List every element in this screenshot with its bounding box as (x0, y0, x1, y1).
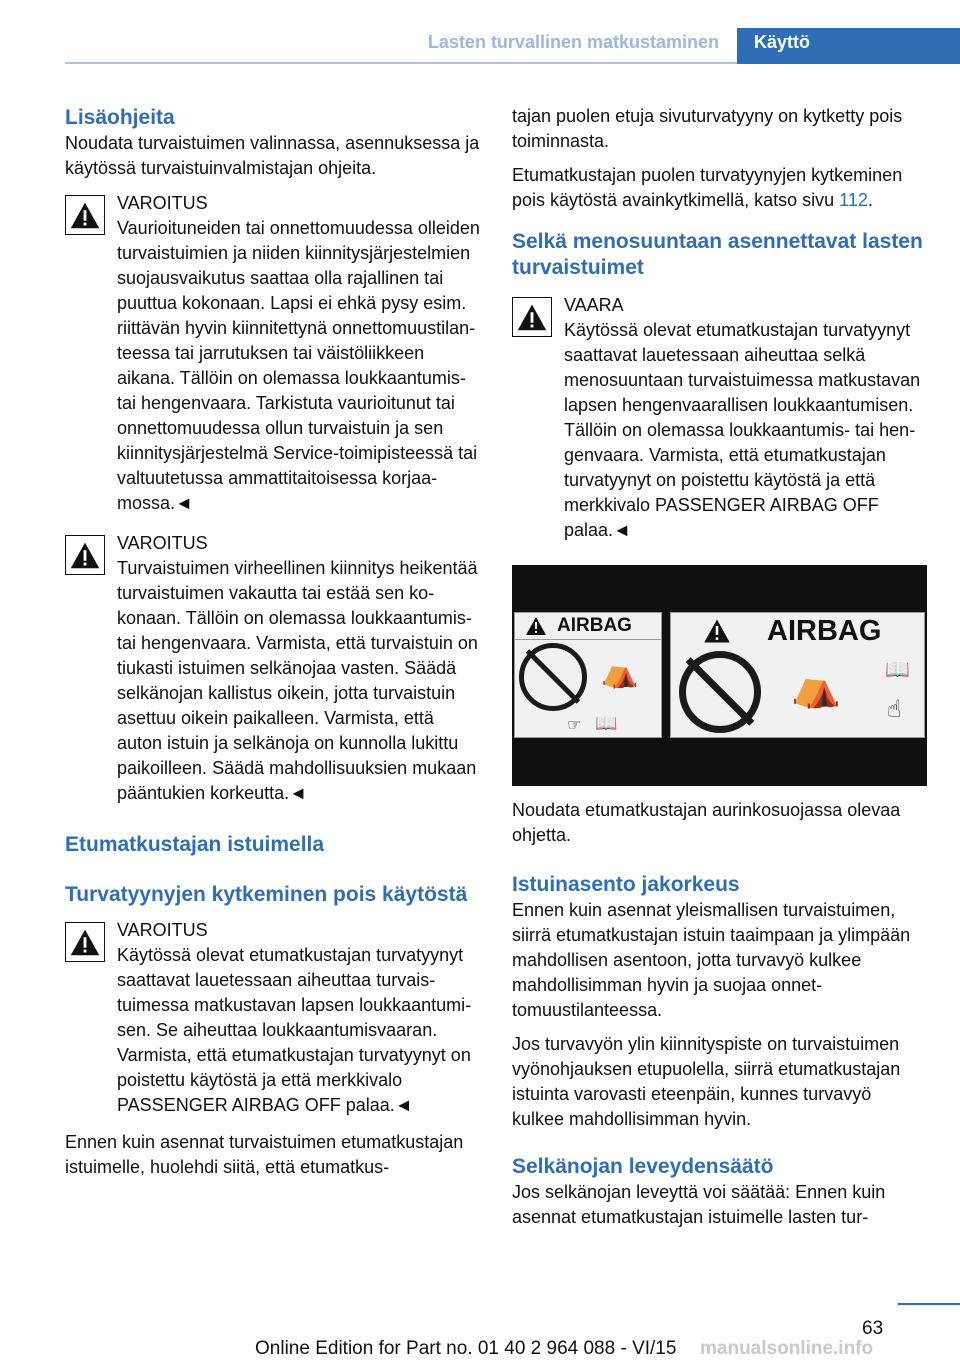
chapter-tab (737, 28, 960, 64)
heading-etumatkustajan: Etumatkustajan istuimella (65, 833, 325, 856)
footer-watermark (700, 1338, 873, 1360)
seat-airbag-icon: ⛺ (791, 664, 841, 710)
warning-block-2 (65, 531, 480, 806)
warning-text: Käytössä olevat etumatkustajan turvatyynyt saattavat lauetessaan aiheuttaa selkä menosuuntaan turvaistuimessa matkustavan lapsen hengenvaarallisen loukkaantumisen. Tällöin on olemassa loukkaantumis- tai hengenvaara. Varmista, että etumatkustajan turvatyynyt on poistettu käytöstä ja että merkkivalo PASSENGER AIRBAG OFF palaa.◄ (564, 320, 921, 540)
header-bar (65, 28, 737, 64)
page-link-112[interactable]: 112 (839, 190, 868, 210)
warning-block-1 (65, 191, 480, 516)
warning-text: Turvaistuimen virheellinen kiinnitys heikentää turvaistuimen vakautta tai estää sen kokonaan. Tällöin on olemassa loukkaantumis- tai hengenvaara. Varmista, että turvaistuin on tiukasti istuimen selkänojaa vasten. Säädä selkänojan kallistus oikein, jotta turvaistuin asettuu oikein paikalleen. Varmista, että auton istuin ja selkänoja on kunnolla lukittu paikoilleen. Säädä mahdollisuuksien mukaan pääntukien korkeutta.◄ (117, 558, 478, 803)
seat-airbag-icon: ⛺ (601, 655, 639, 690)
para-cont: tajan puolen etuja sivuturvatyyny on kytketty pois toiminnasta. (512, 106, 903, 151)
right-column (512, 104, 927, 1230)
manual-book-icon: 📖 (885, 657, 910, 681)
warning-triangle-icon (703, 618, 731, 644)
chapter-tab-label: Käyttö (754, 32, 811, 52)
warning-label: VAARA (564, 295, 624, 315)
section-title: Lasten turvallinen matkustaminen (427, 32, 719, 52)
airbag-card-small (514, 612, 662, 738)
airbag-card-small-header (515, 613, 661, 640)
airbag-card-large-header (671, 613, 924, 647)
footer-rule (898, 1303, 960, 1305)
para-avainkytkin-text: Etumatkustajan puolen turvatyynyjen kytkeminen pois käytöstä avainkytkimellä, katso sivu (512, 165, 903, 210)
watermark-text: manualsonline.info (700, 1338, 874, 1359)
warning-label: VAROITUS (117, 533, 208, 553)
heading-selka: Selkä menosuuntaan asennettavat lasten turvaistuimet (512, 230, 923, 279)
para-jos: Jos turvavyön ylin kiinnityspiste on turvaistuimen vyönohjauksen etupuolella, siirrä etumatkustajan istuinta varovasti eteenpäin, kunnes turvavyö kulkee mahdollisimman hyvin. (512, 1034, 901, 1129)
manual-book-icon: 📖 (595, 713, 618, 734)
footer-edition: Online Edition for Part no. 01 40 2 964 088 - VI/15 (255, 1338, 677, 1359)
para-aurinko: Noudata etumatkustajan aurinkosuojassa olevaa ohjetta. (512, 800, 901, 845)
para-leveys: Jos selkänojan leveyttä voi säätää: Ennen kuin asennat etumatkustajan istuimelle lasten tur- (512, 1182, 886, 1227)
warning-block-3 (65, 918, 480, 1118)
para-avainkytkin (512, 163, 927, 213)
para-avainkytkin-end: . (867, 190, 873, 210)
warning-block-4 (512, 293, 927, 543)
heading-leveys: Selkänojan leveydensäätö (512, 1155, 774, 1178)
warning-text: Käytössä olevat etumatkustajan turvatyynyt saattavat lauetessaan aiheuttaa turvaistuimessa matkustavan lapsen loukkaantumisen. Se aiheuttaa loukkaantumisvaaran. Varmista, että etumatkustajan turvatyynyt on poistettu käytöstä ja että merkkivalo PASSENGER AIRBAG OFF palaa.◄ (117, 945, 472, 1115)
page-number: 63 (862, 1318, 884, 1339)
warning-icon (512, 297, 552, 337)
heading-turvatyynyjen: Turvatyynyjen kytkeminen pois käytöstä (65, 883, 468, 906)
left-column (65, 100, 480, 1180)
warning-icon (65, 535, 105, 575)
warning-triangle-icon (525, 616, 547, 636)
airbag-label-figure (512, 565, 927, 786)
para-ennen2: Ennen kuin asennat yleismallisen turvaistuimen, siirrä etumatkustajan istuin taaimpaan ja ylimpään mahdollisen asentoon, jotta turvavyö kulkee mahdollisimman hyvin ja suojaa onnettomuustilanteessa. (512, 900, 911, 1020)
airbag-label-small: AIRBAG (557, 615, 632, 636)
heading-istuinasento: Istuinasento jakorkeus (512, 873, 740, 896)
hand-point-icon: ☞ (567, 715, 582, 734)
warning-icon (65, 195, 105, 235)
airbag-card-large (670, 612, 925, 738)
warning-icon (65, 922, 105, 962)
para-noudata: Noudata turvaistuimen valinnassa, asennuksessa ja käytössä turvaistuinvalmistajan ohjeita. (65, 133, 480, 178)
hand-point-icon: ☝ (887, 695, 902, 723)
warning-text: Vaurioituneiden tai onnettomuudessa olleiden turvaistuimien ja niiden kiinnitysjärjestelmien suojausvaikutus saattaa olla rajallinen tai puuttua kokonaan. Lapsi ei ehkä pysy esim. riittävän hyvin kiinnitettynä onnettomuustilanteessa tai jarrutuksen tai väistöliikkeen aikana. Tällöin on olemassa loukkaantumis- tai hengenvaara. Tarkistuta vaurioitunut tai onnettomuudessa ollun turvaistuin ja sen kiinnitysjärjestelmä Service-toimipisteessä tai valtuutetussa ammattitaitoisessa korjaamossa.◄ (117, 218, 480, 513)
warning-label: VAROITUS (117, 920, 208, 940)
airbag-label-large: AIRBAG (767, 615, 882, 647)
heading-lisaohjeita: Lisäohjeita (65, 106, 175, 129)
warning-label: VAROITUS (117, 193, 208, 213)
para-ennen: Ennen kuin asennat turvaistuimen etumatkustajan istuimelle, huolehdi siitä, että etumatkus- (65, 1132, 464, 1177)
